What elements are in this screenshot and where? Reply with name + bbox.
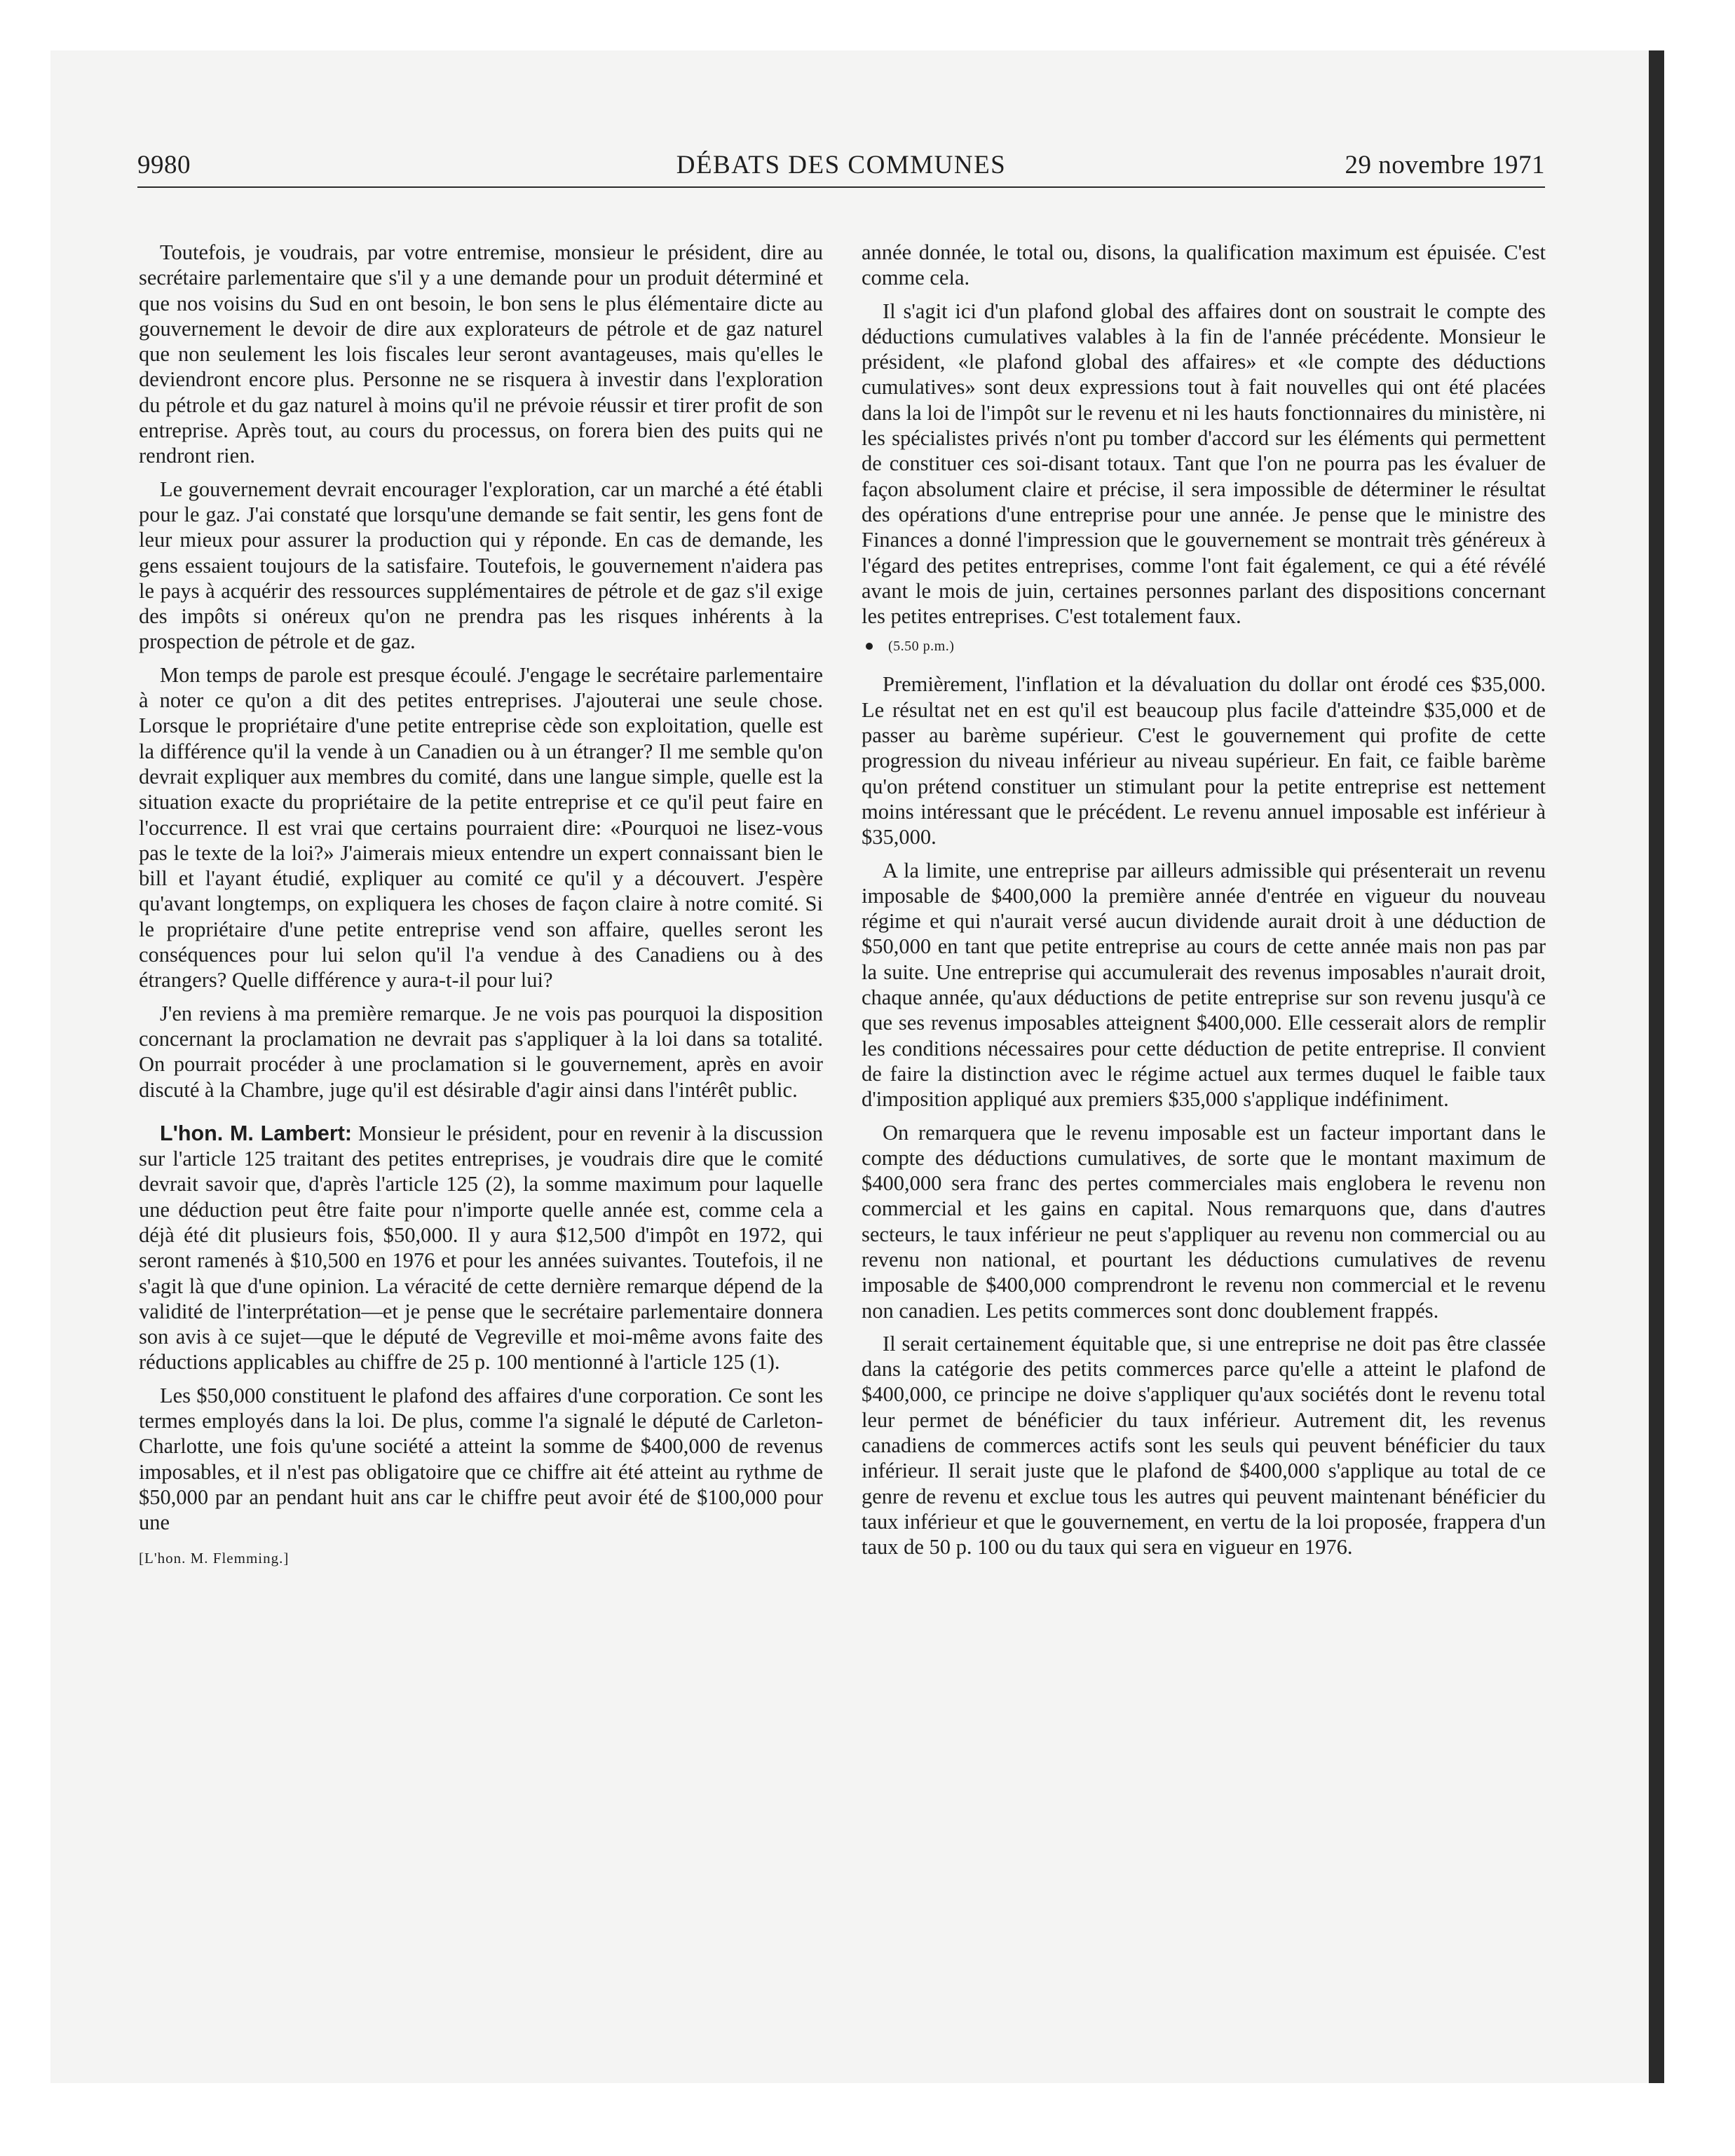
paragraph: Mon temps de parole est presque écoulé. J'engage le secrétaire parlementaire à noter ce qu'on a dit des petites entreprises. J'ajouterai une seule chose. Lorsque le propriétaire d'une petite entreprise cède son exploitation, quelle est la différence qu'il la vende à un Canadien ou à un étranger? Il me semble qu'on devrait expliquer aux membres du comité, dans une langue simple, quelle est la situation exacte du propriétaire de la petite entreprise et ce qu'il peut faire en l'occurrence. Il est vrai que certains pourraient dire: «Pourquoi ne lisez-vous pas le texte de la loi?» J'aimerais mieux entendre un expert connaissant bien le bill et l'ayant étudié, expliquer au comité ce qu'il y a découvert. J'espère qu'avant longtemps, on expliquera les choses de façon claire à notre comité. Si le propriétaire d'une petite entreprise vend son affaire, quelles seront les conséquences pour lui selon qu'il l'a vendue à des Canadiens ou à des étrangers? Quelle différence y aura-t-il pour lui? bbox=[139, 662, 823, 992]
paragraph: On remarquera que le revenu imposable est un facteur important dans le compte des déductions cumulatives, de sorte que le montant maximum de $400,000 sera franc des pertes commerciales mais englobera le revenu non commercial et les gains en capital. Nous remarquons que, dans d'autres secteurs, le taux inférieur ne peut s'appliquer au revenu non commercial ou au revenu non national, et pourtant les déductions cumulatives de revenu imposable de $400,000 comprendront le revenu non commercial et le revenu non canadien. Les petits commerces sont donc doublement frappés. bbox=[862, 1120, 1546, 1323]
paragraph: J'en reviens à ma première remarque. Je ne vois pas pourquoi la disposition concernant la proclamation ne devrait pas s'appliquer à la loi dans sa totalité. On pourrait procéder à une proclamation si le gouvernement, après en avoir discuté à la Chambre, juge qu'il est désirable d'agir ainsi dans l'intérêt public. bbox=[139, 1001, 823, 1102]
speech-paragraph bbox=[139, 1121, 823, 1375]
page-date: 29 novembre 1971 bbox=[1345, 151, 1545, 179]
left-column bbox=[139, 240, 823, 1568]
paragraph: Le gouvernement devrait encourager l'exploration, car un marché a été établi pour le gaz. J'ai constaté que lorsqu'une demande se fait sentir, les gens font de leur mieux pour assurer la production qui y réponde. En cas de demande, les gens essaient toujours de la satisfaire. Toutefois, le gouvernement n'aidera pas le pays à acquérir des ressources supplémentaires de pétrole et de gaz s'il exige des impôts si onéreux qu'on ne prendra pas les risques inhérents à la prospection de pétrole et de gaz. bbox=[139, 477, 823, 654]
publication-title: DÉBATS DES COMMUNES bbox=[676, 151, 1007, 179]
paragraph: Il serait certainement équitable que, si une entreprise ne doit pas être classée dans la catégorie des petits commerces parce qu'elle a atteint le plafond de $400,000, ce principe ne doive s'appliquer qu'aux sociétés dont le revenu total leur permet de bénéficier du taux inférieur. Autrement dit, les revenus canadiens de commerces actifs sont les seuls qui peuvent bénéficier du taux inférieur. Il serait juste que le plafond de $400,000 s'applique au total de ce genre de revenu et exclue tous les autres qui peuvent maintenant bénéficier du taux inférieur et que le gouvernement, en vertu de la loi proposée, frappera d'un taux de 50 p. 100 ou du taux qui sera en vigueur en 1976. bbox=[862, 1331, 1546, 1560]
paragraph: Les $50,000 constituent le plafond des affaires d'une corporation. Ce sont les termes employés dans la loi. De plus, comme l'a signalé le député de Carleton-Charlotte, une fois qu'une société a atteint la somme de $400,000 de revenus imposables, et il n'est pas obligatoire que ce chiffre ait été atteint au rythme de $50,000 par an pendant huit ans car le chiffre peut avoir été de $100,000 pour une bbox=[139, 1383, 823, 1535]
time-stamp: (5.50 p.m.) bbox=[888, 639, 955, 655]
paragraph: Premièrement, l'inflation et la dévaluation du dollar ont érodé ces $35,000. Le résultat net en est qu'il est beaucoup plus facile d'atteindre $35,000 et de passer au barème supérieur. C'est le gouvernement qui profite de cette progression du niveau inférieur au niveau supérieur. En fait, ce faible barème qu'on prétend constituer un stimulant pour la petite entreprise est nettement moins intéressant que le précédent. Le revenu annuel imposable est inférieur à $35,000. bbox=[862, 672, 1546, 850]
right-column bbox=[862, 240, 1546, 1568]
speech-text: Monsieur le président, pour en revenir à la discussion sur l'article 125 traitant des petites entreprises, je voudrais dire que le comité devrait savoir que, d'après l'article 125 (2), la somme maximum pour laquelle une déduction peut être faite pour n'importe quelle année est, comme cela a déjà été dit plusieurs fois, $50,000. Il y aura $12,500 d'impôt en 1972, qui seront ramenés à $10,500 en 1976 et pour les années suivantes. Toutefois, il ne s'agit là que d'une opinion. La véracité de cette dernière remarque dépend de la validité de l'interprétation—et je pense que le secrétaire parlementaire donnera son avis à ce sujet—que le député de Vegreville et moi-même avons faite des réductions applicables au chiffre de 25 p. 100 mentionné à l'article 125 (1). bbox=[139, 1121, 823, 1374]
bullet-icon bbox=[866, 643, 873, 650]
page-number: 9980 bbox=[137, 151, 191, 179]
paragraph: année donnée, le total ou, disons, la qualification maximum est épuisée. C'est comme cela. bbox=[862, 240, 1546, 290]
paragraph: Il s'agit ici d'un plafond global des affaires dont on soustrait le compte des déductions cumulatives valables à la fin de l'année précédente. Monsieur le président, «le plafond global des affaires» et «le compte des déductions cumulatives» sont deux expressions tout à fait nouvelles qui ont été placées dans la loi de l'impôt sur le revenu et ni les hauts fonctionnaires du ministère, ni les spécialistes privés n'ont pu tomber d'accord sur les éléments qui permettent de constituer ces soi-disant totaux. Tant que l'on ne pourra pas les évaluer de façon absolument claire et précise, il sera impossible de déterminer le résultat des opérations d'une entreprise pour une année. Je pense que le ministre des Finances a donné l'impression que le gouvernement se montrait très généreux à l'égard des petites entreprises, comme l'ont fait également, ce qui a été révélé avant le mois de juin, certaines personnes parlant des dispositions concernant les petites entreprises. C'est totalement faux. bbox=[862, 299, 1546, 629]
header-rule bbox=[137, 186, 1545, 188]
paragraph: Toutefois, je voudrais, par votre entremise, monsieur le président, dire au secrétaire parlementaire que s'il y a une demande pour un produit déterminé et que nos voisins du Sud en ont besoin, le bon sens le plus élémentaire dicte au gouvernement le devoir de dire aux explorateurs de pétrole et de gaz naturel que non seulement les lois fiscales leur seront avantageuses, mais qu'elles le deviendront encore plus. Personne ne se risquera à investir dans l'exploration du pétrole et du gaz naturel à moins qu'il ne prévoie réussir et tirer profit de son entreprise. Après tout, au cours du processus, on forera bien des puits qui ne rendront rien. bbox=[139, 240, 823, 468]
speaker-footnote: [L'hon. M. Flemming.] bbox=[139, 1549, 290, 1567]
speaker-name: L'hon. M. Lambert: bbox=[160, 1121, 353, 1145]
time-marker bbox=[862, 636, 1546, 656]
paragraph: A la limite, une entreprise par ailleurs admissible qui présenterait un revenu imposable de $400,000 la première année d'entrée en vigueur du nouveau régime et qui n'aurait versé aucun dividende aurait droit à une déduction de $50,000 en tant que petite entreprise au cours de cette année mais non pas par la suite. Une entreprise qui accumulerait des revenus imposables n'aurait droit, chaque année, qu'aux déductions de petite entreprise sur son revenu jusqu'à ce que ses revenus imposables atteignent $400,000. Elle cesserait alors de remplir les conditions nécessaires pour cette déduction de petite entreprise. Il convient de faire la distinction avec le régime actuel aux termes duquel le faible taux d'imposition appliqué aux premiers $35,000 s'applique indéfiniment. bbox=[862, 858, 1546, 1112]
scan-edge-shadow bbox=[1649, 50, 1664, 2083]
page-header bbox=[137, 150, 1545, 189]
